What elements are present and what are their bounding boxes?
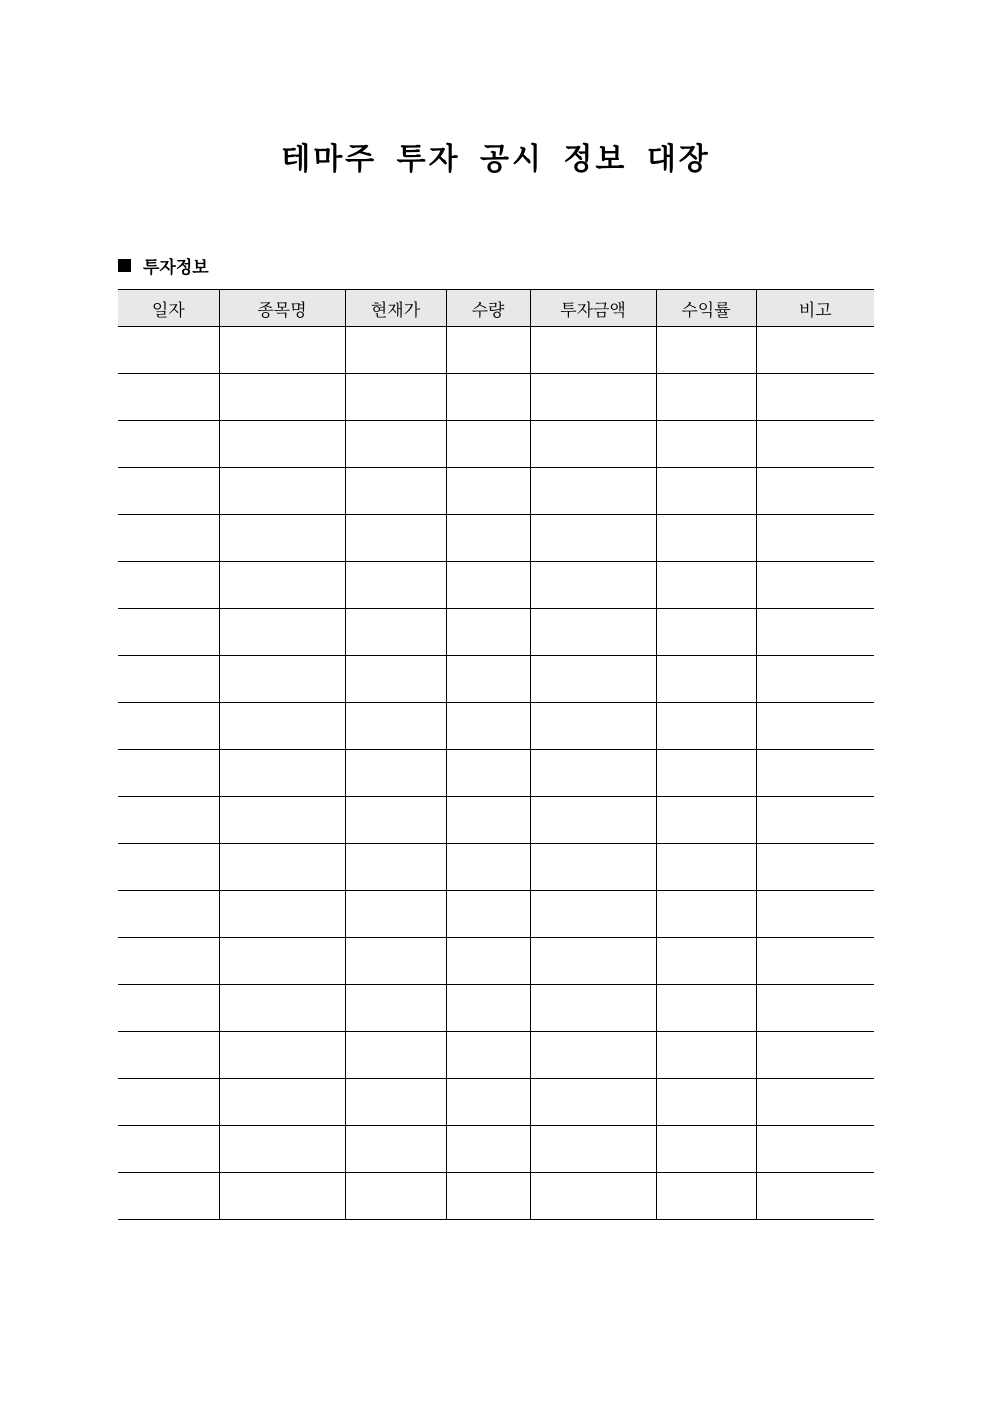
cell-date[interactable]	[118, 1173, 219, 1220]
cell-remarks[interactable]	[756, 327, 874, 374]
cell-return-rate[interactable]	[656, 374, 756, 421]
cell-date[interactable]	[118, 938, 219, 985]
column-header-stock-name: 종목명	[219, 290, 345, 327]
cell-quantity[interactable]	[446, 515, 530, 562]
cell-stock-name[interactable]	[219, 468, 345, 515]
square-bullet-icon	[118, 259, 131, 272]
cell-investment-amount[interactable]	[530, 703, 656, 750]
cell-return-rate[interactable]	[656, 985, 756, 1032]
cell-date[interactable]	[118, 1126, 219, 1173]
cell-investment-amount[interactable]	[530, 656, 656, 703]
cell-remarks[interactable]	[756, 750, 874, 797]
cell-remarks[interactable]	[756, 797, 874, 844]
cell-remarks[interactable]	[756, 468, 874, 515]
investment-ledger-table	[118, 289, 874, 1220]
table-row	[118, 327, 874, 374]
cell-quantity[interactable]	[446, 1079, 530, 1126]
cell-return-rate[interactable]	[656, 609, 756, 656]
cell-current-price[interactable]	[345, 421, 446, 468]
cell-stock-name[interactable]	[219, 797, 345, 844]
cell-stock-name[interactable]	[219, 1173, 345, 1220]
cell-quantity[interactable]	[446, 609, 530, 656]
cell-current-price[interactable]	[345, 1032, 446, 1079]
table-row	[118, 1173, 874, 1220]
cell-date[interactable]	[118, 562, 219, 609]
cell-investment-amount[interactable]	[530, 985, 656, 1032]
cell-remarks[interactable]	[756, 374, 874, 421]
cell-return-rate[interactable]	[656, 844, 756, 891]
cell-remarks[interactable]	[756, 703, 874, 750]
cell-return-rate[interactable]	[656, 421, 756, 468]
table-row	[118, 750, 874, 797]
cell-investment-amount[interactable]	[530, 1032, 656, 1079]
cell-date[interactable]	[118, 327, 219, 374]
cell-current-price[interactable]	[345, 327, 446, 374]
cell-stock-name[interactable]	[219, 1032, 345, 1079]
cell-stock-name[interactable]	[219, 750, 345, 797]
cell-stock-name[interactable]	[219, 985, 345, 1032]
cell-date[interactable]	[118, 985, 219, 1032]
column-header-quantity: 수량	[446, 290, 530, 327]
column-header-date: 일자	[118, 290, 219, 327]
cell-quantity[interactable]	[446, 938, 530, 985]
column-header-investment-amount: 투자금액	[530, 290, 656, 327]
cell-stock-name[interactable]	[219, 562, 345, 609]
cell-return-rate[interactable]	[656, 562, 756, 609]
cell-quantity[interactable]	[446, 797, 530, 844]
cell-stock-name[interactable]	[219, 421, 345, 468]
cell-return-rate[interactable]	[656, 750, 756, 797]
cell-date[interactable]	[118, 797, 219, 844]
cell-date[interactable]	[118, 891, 219, 938]
cell-investment-amount[interactable]	[530, 1173, 656, 1220]
cell-stock-name[interactable]	[219, 1079, 345, 1126]
cell-return-rate[interactable]	[656, 1126, 756, 1173]
table-row	[118, 374, 874, 421]
cell-investment-amount[interactable]	[530, 1126, 656, 1173]
cell-investment-amount[interactable]	[530, 515, 656, 562]
table-row	[118, 985, 874, 1032]
table-row	[118, 1079, 874, 1126]
cell-stock-name[interactable]	[219, 609, 345, 656]
cell-current-price[interactable]	[345, 703, 446, 750]
cell-quantity[interactable]	[446, 1173, 530, 1220]
page-title: 테마주 투자 공시 정보 대장	[281, 142, 711, 177]
cell-investment-amount[interactable]	[530, 374, 656, 421]
cell-current-price[interactable]	[345, 891, 446, 938]
cell-current-price[interactable]	[345, 750, 446, 797]
cell-remarks[interactable]	[756, 938, 874, 985]
cell-remarks[interactable]	[756, 844, 874, 891]
table-body	[118, 327, 874, 1220]
cell-stock-name[interactable]	[219, 327, 345, 374]
cell-investment-amount[interactable]	[530, 421, 656, 468]
cell-current-price[interactable]	[345, 562, 446, 609]
cell-investment-amount[interactable]	[530, 750, 656, 797]
cell-investment-amount[interactable]	[530, 844, 656, 891]
cell-quantity[interactable]	[446, 562, 530, 609]
column-header-remarks: 비고	[756, 290, 874, 327]
cell-current-price[interactable]	[345, 468, 446, 515]
cell-investment-amount[interactable]	[530, 938, 656, 985]
cell-date[interactable]	[118, 468, 219, 515]
cell-stock-name[interactable]	[219, 844, 345, 891]
cell-remarks[interactable]	[756, 609, 874, 656]
cell-current-price[interactable]	[345, 797, 446, 844]
table-header-row	[118, 290, 874, 327]
table-row	[118, 515, 874, 562]
cell-return-rate[interactable]	[656, 656, 756, 703]
cell-date[interactable]	[118, 844, 219, 891]
cell-current-price[interactable]	[345, 1079, 446, 1126]
cell-investment-amount[interactable]	[530, 891, 656, 938]
cell-stock-name[interactable]	[219, 938, 345, 985]
cell-stock-name[interactable]	[219, 703, 345, 750]
table-row	[118, 703, 874, 750]
cell-return-rate[interactable]	[656, 515, 756, 562]
cell-investment-amount[interactable]	[530, 1079, 656, 1126]
cell-quantity[interactable]	[446, 750, 530, 797]
table-row	[118, 1032, 874, 1079]
cell-investment-amount[interactable]	[530, 562, 656, 609]
cell-stock-name[interactable]	[219, 1126, 345, 1173]
cell-current-price[interactable]	[345, 844, 446, 891]
section-heading-label: 투자정보	[143, 258, 209, 278]
cell-remarks[interactable]	[756, 656, 874, 703]
cell-quantity[interactable]	[446, 891, 530, 938]
cell-stock-name[interactable]	[219, 891, 345, 938]
cell-investment-amount[interactable]	[530, 327, 656, 374]
table-row	[118, 844, 874, 891]
cell-current-price[interactable]	[345, 1173, 446, 1220]
cell-date[interactable]	[118, 750, 219, 797]
column-header-return-rate: 수익률	[656, 290, 756, 327]
cell-return-rate[interactable]	[656, 1032, 756, 1079]
cell-remarks[interactable]	[756, 1032, 874, 1079]
cell-quantity[interactable]	[446, 703, 530, 750]
cell-return-rate[interactable]	[656, 703, 756, 750]
cell-date[interactable]	[118, 609, 219, 656]
cell-return-rate[interactable]	[656, 1173, 756, 1220]
table-row	[118, 797, 874, 844]
cell-quantity[interactable]	[446, 421, 530, 468]
cell-investment-amount[interactable]	[530, 797, 656, 844]
cell-investment-amount[interactable]	[530, 609, 656, 656]
cell-stock-name[interactable]	[219, 656, 345, 703]
cell-return-rate[interactable]	[656, 797, 756, 844]
cell-current-price[interactable]	[345, 985, 446, 1032]
cell-return-rate[interactable]	[656, 891, 756, 938]
section-heading	[118, 253, 209, 278]
cell-quantity[interactable]	[446, 985, 530, 1032]
cell-return-rate[interactable]	[656, 327, 756, 374]
cell-current-price[interactable]	[345, 1126, 446, 1173]
cell-date[interactable]	[118, 515, 219, 562]
cell-remarks[interactable]	[756, 421, 874, 468]
cell-quantity[interactable]	[446, 327, 530, 374]
table-row	[118, 891, 874, 938]
table-row	[118, 656, 874, 703]
cell-quantity[interactable]	[446, 656, 530, 703]
cell-stock-name[interactable]	[219, 374, 345, 421]
cell-return-rate[interactable]	[656, 468, 756, 515]
table-row	[118, 609, 874, 656]
table-row	[118, 562, 874, 609]
cell-remarks[interactable]	[756, 985, 874, 1032]
cell-current-price[interactable]	[345, 374, 446, 421]
cell-current-price[interactable]	[345, 656, 446, 703]
cell-remarks[interactable]	[756, 891, 874, 938]
table-row	[118, 421, 874, 468]
cell-quantity[interactable]	[446, 1032, 530, 1079]
cell-return-rate[interactable]	[656, 1079, 756, 1126]
cell-remarks[interactable]	[756, 1079, 874, 1126]
cell-remarks[interactable]	[756, 1126, 874, 1173]
cell-current-price[interactable]	[345, 609, 446, 656]
cell-quantity[interactable]	[446, 374, 530, 421]
cell-date[interactable]	[118, 703, 219, 750]
cell-current-price[interactable]	[345, 515, 446, 562]
cell-date[interactable]	[118, 1079, 219, 1126]
cell-quantity[interactable]	[446, 468, 530, 515]
cell-remarks[interactable]	[756, 515, 874, 562]
cell-quantity[interactable]	[446, 844, 530, 891]
table-row	[118, 468, 874, 515]
column-header-current-price: 현재가	[345, 290, 446, 327]
table-row	[118, 938, 874, 985]
cell-date[interactable]	[118, 421, 219, 468]
cell-current-price[interactable]	[345, 938, 446, 985]
cell-stock-name[interactable]	[219, 515, 345, 562]
cell-return-rate[interactable]	[656, 938, 756, 985]
cell-remarks[interactable]	[756, 1173, 874, 1220]
cell-investment-amount[interactable]	[530, 468, 656, 515]
cell-remarks[interactable]	[756, 562, 874, 609]
cell-date[interactable]	[118, 1032, 219, 1079]
table-row	[118, 1126, 874, 1173]
cell-date[interactable]	[118, 656, 219, 703]
cell-date[interactable]	[118, 374, 219, 421]
cell-quantity[interactable]	[446, 1126, 530, 1173]
